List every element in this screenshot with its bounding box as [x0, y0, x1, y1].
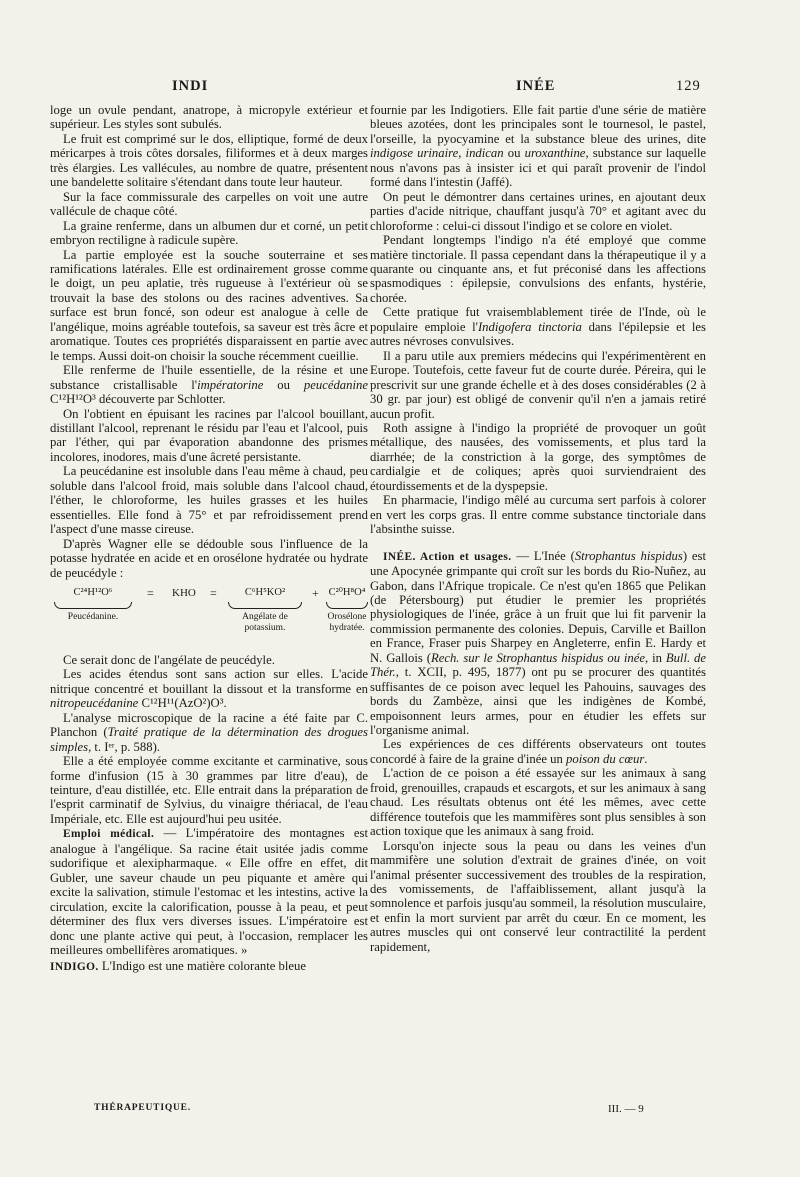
text-run: — L'Inée ( [511, 548, 575, 563]
formula-label: Peucédanine. [67, 612, 119, 623]
right-column [370, 103, 706, 954]
paragraph [370, 737, 706, 766]
paragraph: On peut le démontrer dans certaines urines, en ajoutant deux parties d'acide nitrique, chauffant jusqu'à 70° et agitant avec du chloroforme : celui-ci dissout l'indigo et se colore en violet. [370, 189, 706, 233]
text-run: ) est une Apocynée grimpante qui croît sur les bords du Rio-Nuñez, au Gabon, dans l'Afrique tropicale. Ce n'est qu'en 1865 que Pelikan (de Pétersbourg) put étudier le premier les propriétés physiologiques de l'inée, grâce à un fruit que lui fit parvenir la commission permanente des colonies. Depuis, Carville et Baillon en France, Fraser puis Sharpey en Angleterre, enfin E. Hardy et N. Gallois ( [370, 548, 706, 665]
paragraph [50, 363, 368, 406]
paragraph: Pendant longtemps l'indigo n'a été employé que comme matière tinctoriale. Il passa cependant dans la thérapeutique il y a quarante ou cinquante ans, et fut préconisé dans les affections spasmodiques : épilepsie, convulsions des enfants, hystérie, chorée. [370, 233, 706, 305]
text-run: — L'impératoire des montagnes est analogue à l'angélique. Sa racine était usitée jadis comme sudorifique et alexipharmaque. « Elle offre en effet, dit Gubler, une saveur chaude un peu piquante et amère qui excite la salivation, stimule l'estomac et les intestins, active la circulation, excite la calorification, pousse à la peau, et peut déterminer des flux vers diverses issues. L'impératoire est donc une plante active qui peut, à l'occasion, remplacer les meilleures ombellifères aromatiques. » [50, 826, 368, 958]
paragraph: Ce serait donc de l'angélate de peucédyle. [63, 652, 275, 667]
text-run: Elle renferme de l'huile essentielle, de la résine et une substance cristallisable l' [50, 363, 368, 392]
entry-heading: INÉE. Action et usages. [383, 550, 512, 563]
text-run: ou [263, 377, 304, 392]
formula-label: Angélate de potassium. [242, 612, 288, 634]
paragraph: Lorsqu'on injecte sous la peau ou dans les veines d'un mammifère une solution d'extrait de graines d'inée, on voit l'animal présenter successivement des troubles de la respiration, des vomissements, de l'affaiblissement, allant jusqu'à la somnolence et parfois jusqu'au sommeil, la résolution musculaire, et enfin la mort survient par arrêt du cœur. En ce moment, les autres muscles qui ont conservé leur contractilité la perdent rapidement, [370, 838, 706, 954]
paragraph: La peucédanine est insoluble dans l'eau même à chaud, peu soluble dans l'alcool froid, mais soluble dans l'alcool chaud, l'éther, le chloroforme, les huiles grasses et les huiles essentielles. Elle fond à 75° et par refroidissement prend l'aspect d'une masse cireuse. [50, 464, 368, 537]
equation-term-angelate [228, 586, 302, 634]
paragraph: On l'obtient en épuisant les racines par l'alcool bouillant, distillant l'alcool, reprenant le résidu par l'eau et l'alcool, puis par l'éther, qui par évaporation abandonne des prismes incolores, inodores, mais d'une âcreté persistante. [50, 406, 368, 464]
book-title: Traité pratique de la détermination des drogues simples [50, 725, 368, 754]
text-run: Les expériences de ces différents observateurs ont toutes concordé à faire de la graine d'inée un [370, 737, 706, 766]
running-head-left: INDI [172, 78, 209, 94]
italic-term: nitropeucédanine [50, 696, 139, 711]
paragraph: Le fruit est comprimé sur le dos, elliptique, formé de deux méricarpes à trois côtes dorsales, filiformes et à deux marges très élargies. Les vallécules, au nombre de quatre, présentent une bandelette solitaire s'étendant dans toute leur hauteur. [50, 131, 368, 190]
italic-term: impératorine [197, 377, 264, 392]
running-head-right: INÉE [516, 78, 556, 94]
entry-indigo [50, 959, 368, 974]
text-run: C¹²H¹²O³ découverte par Schlotter. [50, 392, 226, 407]
plus-sign: + [312, 585, 319, 600]
text-run: , t. Iᵉʳ, p. 588). [88, 739, 160, 754]
paragraph [50, 826, 368, 957]
equation-term-peucedanine [54, 586, 132, 623]
paragraph: loge un ovule pendant, anatrope, à micropyle extérieur et supérieur. Les styles sont subulés. [50, 103, 368, 132]
equals-sign: = [210, 585, 217, 600]
paragraph: La partie employée est la souche souterraine et ses ramifications latérales. Elle est ordinairement grosse comme le doigt, un peu aplatie, très rugueuse à l'extérieur où se trouvait la base des stolons ou des racines adventives. Sa surface est brun foncé, son odeur est analogue à celle de l'angélique, moins agréable toutefois, sa saveur est très âcre et aromatique. Toutes ces propriétés disparaissent en partie avec le temps. Aussi doit-on choisir la souche récemment cueillie. [50, 247, 368, 363]
text-run: , in [645, 650, 666, 665]
underbrace [54, 602, 132, 609]
italic-term: peucédanine [303, 377, 368, 392]
paragraph: La graine renferme, dans un albumen dur et corné, un petit embryon rectiligne à radicule supère. [50, 218, 368, 248]
formula-text: KHO [172, 586, 196, 599]
paragraph [370, 305, 706, 348]
text-run: , t. XCII, p. 495, 1877) ont pu se procurer des quantités suffisantes de ce poison avec lequel les Pahouins, sauvages des bords du Zambèze, ainsi que les indigènes de Kombé, empoisonnent leurs armes, pour en étudier les effets sur l'organisme animal. [370, 665, 706, 738]
running-head [0, 78, 800, 98]
italic-term: Strophantus hispidus [574, 548, 683, 563]
equation-term-oroselone [326, 586, 368, 634]
paragraph [50, 667, 368, 710]
text-run: Cette pratique fut vraisemblablement tirée de l'Inde, où le populaire emploie l' [370, 305, 706, 334]
text-run: . [644, 751, 648, 766]
formula-text: C⁶H⁵KO² [244, 586, 286, 598]
left-column [50, 103, 368, 975]
paragraph: L'action de ce poison a été essayée sur les animaux à sang froid, grenouilles, crapauds et escargots, et sur les animaux à sang chaud. Les résultats obtenus ont été les mêmes, avec cette différence toutefois que les mammifères sont plus sensibles à son action toxique que les animaux à sang froid. [370, 766, 706, 839]
text-run: Les acides étendus sont sans action sur elles. L'acide nitrique concentré et bouillant la dissout et la transforme en [50, 667, 368, 696]
text-run: , substance sur laquelle nous n'avons pas à insister ici et qui paraît provenir de l'indol formé dans l'intestin (Jaffé). [370, 146, 707, 190]
formula-text: C²⁰H⁸O⁴ [328, 586, 366, 598]
text-run: L'Indigo est une matière colorante bleue [98, 959, 307, 974]
underbrace [326, 602, 368, 609]
text-run: ou [503, 146, 525, 161]
page-number: 129 [676, 78, 701, 94]
entry-inee [370, 549, 706, 738]
paragraph: En pharmacie, l'indigo mêlé au curcuma sert parfois à colorer en vert les corps gras. Il entre comme substance tinctoriale dans l'absinthe suisse. [370, 493, 706, 537]
section-heading: Emploi médical. [63, 828, 155, 841]
paragraph: Sur la face commissurale des carpelles on voit une autre vallécule de chaque côté. [50, 189, 368, 219]
paragraph: Elle a été employée comme excitante et carminative, sous forme d'infusion (15 à 30 grammes par litre d'eau), de teinture, d'eau distillée, etc. Elle entrait dans la préparation de l'esprit carminatif de Sylvius, du vinaigre thériacal, de l'eau Impériale, etc. Elle est aujourd'hui peu usitée. [50, 754, 368, 826]
paragraph: Roth assigne à l'indigo la propriété de provoquer un goût métallique, des nausées, des vomissements, et plus tard la diarrhée; de la constriction à la gorge, des symptômes de cardialgie et de coliques; après quoi surviendraient des étourdissements et de la dyspepsie. [370, 420, 706, 493]
underbrace [228, 602, 302, 609]
formula-label: Orosélone hydratée. [327, 612, 367, 634]
entry-heading: INDIGO. [50, 961, 99, 974]
paragraph [50, 711, 368, 754]
formula-text: C²⁴H¹²O⁶ [73, 586, 113, 598]
paragraph: D'après Wagner elle se dédouble sous l'influence de la potasse hydratée en acide et en orosélone hydratée ou hydrate de peucédyle : [50, 536, 368, 580]
text-run: fournie par les Indigotiers. Elle fait partie d'une série de matière bleues azotées, dont les principales sont le tournesol, le pastel, l'orseille, la pyocyamine et la substance bleue des urines, dite [370, 103, 706, 146]
paragraph: Il a paru utile aux premiers médecins qui l'expérimentèrent en Europe. Toutefois, cette faveur fut de courte durée. Péreira, qui le prescrivit sur une grande échelle et à des doses considérables (2 à 30 gr. par jour) est obligé de convenir qu'il n'en a jamais retiré aucun profit. [370, 348, 706, 421]
chemical-equation [50, 586, 368, 644]
italic-term: indigose urinaire, indican [370, 146, 504, 161]
footer-signature: THÉRAPEUTIQUE. [94, 1103, 191, 1113]
text-run: L'analyse microscopique de la racine a été faite par C. Planchon ( [50, 710, 368, 740]
italic-term: uroxanthine [524, 146, 586, 161]
text-run: dans l'épilepsie et les autres névroses convulsives. [370, 319, 706, 349]
text-run: C¹²H¹¹(AzO²)O³. [138, 696, 227, 711]
italic-term: poison du cœur [566, 751, 645, 766]
paragraph [370, 103, 706, 190]
italic-term: Indigofera tinctoria [477, 319, 582, 334]
journal-title: Bull. de Thér. [370, 650, 706, 680]
book-title: Rech. sur le Strophantus hispidus ou inée [430, 650, 646, 665]
equals-sign: = [147, 585, 154, 600]
footer-sheet-mark: III. — 9 [608, 1103, 644, 1115]
